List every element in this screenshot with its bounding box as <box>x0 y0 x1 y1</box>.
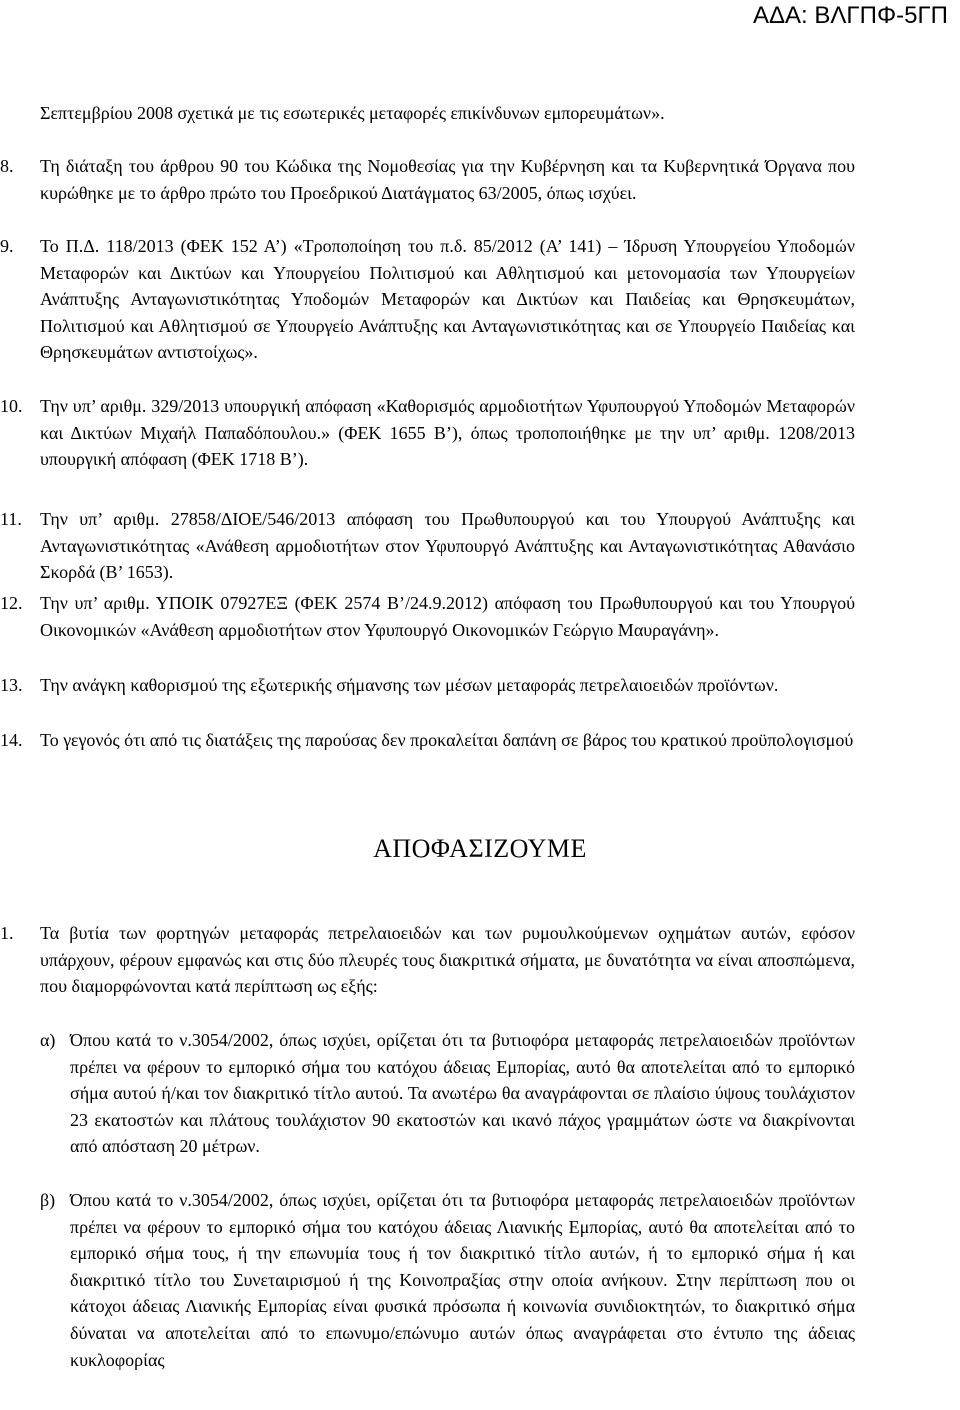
list-item-13 <box>0 672 855 699</box>
list-item-number: 12. <box>0 593 23 613</box>
list-item-number: 11. <box>0 509 22 529</box>
decision-paragraph-1 <box>0 920 855 1000</box>
list-item-number: 9. <box>0 236 14 256</box>
list-item-text: Το Π.Δ. 118/2013 (ΦΕΚ 152 Α’) «Τροποποίηση του π.δ. 85/2012 (Α’ 141) – Ίδρυση Υπουργείου Υποδομών Μεταφορών και Δικτύων και Υπουργείου Πολιτισμού και Αθλητισμού και μετονομασία των Υπουργείων Ανάπτυξης Ανταγωνιστικότητας Υποδομών Μεταφορών και Δικτύων και Παιδείας και Θρησκευμάτων, Πολιτισμού και Αθλητισμού σε Υπουργείο Ανάπτυξης και Ανταγωνιστικότητας και σε Υπουργείο Παιδείας και Θρησκευμάτων αντιστοίχως». <box>40 236 855 363</box>
list-item-text: Την υπ’ αριθμ. 329/2013 υπουργική απόφαση «Καθορισμός αρμοδιοτήτων Υφυπουργού Υποδομών Μεταφορών και Δικτύων Μιχαήλ Παπαδόπουλου.» (ΦΕΚ 1655 Β’), όπως τροποποιήθηκε με την υπ’ αριθμ. 1208/2013 υπουργική απόφαση (ΦΕΚ 1718 Β’). <box>40 396 855 470</box>
subparagraph-text: Όπου κατά το ν.3054/2002, όπως ισχύει, ορίζεται ότι τα βυτιοφόρα μεταφοράς πετρελαιοειδών προϊόντων πρέπει να φέρουν το εμπορικό σήμα του κατόχου άδειας Εμπορίας, αυτό θα αποτελείται από το εμπορικό σήμα αυτού ή/και τον διακριτικό τίτλο αυτού. Τα ανωτέρω θα αναγράφονται σε πλαίσιο ύψους τουλάχιστον 23 εκατοστών και πλάτους τουλάχιστον 90 εκατοστών και ικανό πάχος γραμμάτων ώστε να διακρίνονται από απόσταση 20 μέτρων. <box>70 1030 855 1157</box>
ada-code: ΑΔΑ: ΒΛΓΠΦ-5ΓΠ <box>752 2 948 29</box>
list-item-14 <box>0 727 855 754</box>
list-item-12 <box>0 590 855 643</box>
subparagraph-a <box>40 1027 855 1160</box>
list-item-11 <box>0 506 855 586</box>
list-item-text: Σεπτεμβρίου 2008 σχετικά με τις εσωτερικές μεταφορές επικίνδυνων εμπορευμάτων». <box>40 103 665 123</box>
subparagraph-text: Όπου κατά το ν.3054/2002, όπως ισχύει, ορίζεται ότι τα βυτιοφόρα μεταφοράς πετρελαιοειδών προϊόντων πρέπει να φέρουν το εμπορικό σήμα του κατόχου άδειας Λιανικής Εμπορίας, αυτό θα αποτελείται από το εμπορικό σήμα τους, ή την επωνυμία τους ή τον διακριτικό τίτλο αυτών, ή το εμπορικό σήμα ή και διακριτικό τίτλο του Συνεταιρισμού ή της Κοινοπραξίας στην οποία ανήκουν. Στην περίπτωση που οι κάτοχοι άδειας Λιανικής Εμπορίας είναι φυσικά πρόσωπα ή κοινωνία συνιδιοκτητών, το διακριτικό σήμα δύναται να αποτελείται από το επωνυμο/επώνυμο αυτών όπως αναγράφεται στο έντυπο της άδειας κυκλοφορίας <box>70 1190 855 1370</box>
list-item-text: Την υπ’ αριθμ. 27858/ΔΙΟΕ/546/2013 απόφαση του Πρωθυπουργού και του Υπουργού Ανάπτυξης και Ανταγωνιστικότητας «Ανάθεση αρμοδιοτήτων στον Υφυπουργό Ανάπτυξης και Ανταγωνιστικότητας Αθανάσιο Σκορδά (Β’ 1653). <box>40 509 855 583</box>
list-item-number: 13. <box>0 675 23 695</box>
list-item-number: 8. <box>0 156 14 176</box>
list-item-text: Την υπ’ αριθμ. ΥΠΟΙΚ 07927ΕΞ (ΦΕΚ 2574 Β’/24.9.2012) απόφαση του Πρωθυπουργού και του Υπουργού Οικονομικών «Ανάθεση αρμοδιοτήτων στον Υφυπουργό Οικονομικών Γεώργιο Μαυραγάνη». <box>40 593 855 640</box>
decision-heading: ΑΠΟΦΑΣΙΖΟΥΜΕ <box>373 834 587 863</box>
list-item-number: 10. <box>0 396 23 416</box>
subparagraph-letter: β) <box>40 1190 56 1210</box>
list-item-10 <box>0 393 855 473</box>
list-item-9 <box>0 233 855 366</box>
list-item-text: Τη διάταξη του άρθρου 90 του Κώδικα της Νομοθεσίας για την Κυβέρνηση και τα Κυβερνητικά Όργανα που κυρώθηκε με το άρθρο πρώτο του Προεδρικού Διατάγματος 63/2005, όπως ισχύει. <box>40 156 855 203</box>
list-item-text: Το γεγονός ότι από τις διατάξεις της παρούσας δεν προκαλείται δαπάνη σε βάρος του κρατικού προϋπολογισμού <box>40 730 854 750</box>
subparagraph-b <box>40 1187 855 1373</box>
list-item-continuation <box>40 100 855 127</box>
paragraph-number: 1. <box>0 923 14 943</box>
subparagraph-letter: α) <box>40 1030 56 1050</box>
list-item-8 <box>0 153 855 206</box>
list-item-text: Την ανάγκη καθορισμού της εξωτερικής σήμανσης των μέσων μεταφοράς πετρελαιοειδών προϊόντων. <box>40 675 779 695</box>
paragraph-text: Τα βυτία των φορτηγών μεταφοράς πετρελαιοειδών και των ρυμουλκούμενων οχημάτων αυτών, εφόσον υπάρχουν, φέρουν εμφανώς και στις δύο πλευρές τους διακριτικά σήματα, με δυνατότητα να είναι αποσπώμενα, που διαμορφώνονται κατά περίπτωση ως εξής: <box>40 923 855 997</box>
list-item-number: 14. <box>0 730 23 750</box>
